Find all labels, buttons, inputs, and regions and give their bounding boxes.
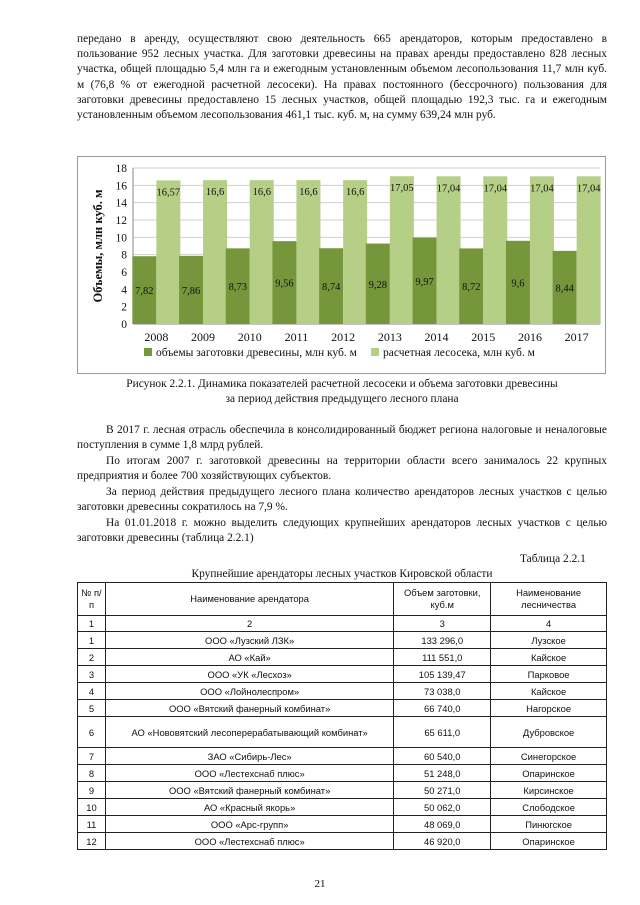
forestry-cell: Парковое (491, 666, 607, 683)
legend-label-allowable-cut: расчетная лесосека, млн куб. м (383, 347, 535, 359)
x-tick-label: 2008 (144, 330, 169, 344)
table-row (78, 683, 607, 700)
header-forestry: Наименование лесничества (491, 583, 607, 616)
table-row (78, 649, 607, 666)
tenant-name-cell: ООО «Лестехснаб плюс» (105, 765, 393, 782)
y-tick-label: 18 (115, 163, 127, 175)
paragraph-enterprises: По итогам 2007 г. заготовкой древесины на территории области всего занималось 22 крупных предприятия и более 700 хозяйствующих субъектов. (77, 455, 607, 483)
tenant-name-cell: ООО «Вятский фанерный комбинат» (105, 700, 393, 717)
forestry-cell: Дубровское (491, 717, 607, 748)
volume-cell: 46 920,0 (394, 833, 491, 850)
tenant-name-cell: ООО «Лузский ЛЗК» (105, 632, 393, 649)
table-row (78, 782, 607, 799)
table-row (78, 700, 607, 717)
data-label-harvest: 9,56 (275, 278, 294, 290)
forestry-cell: Пинюгское (491, 816, 607, 833)
bar-allowable-cut (156, 180, 180, 324)
row-number-cell: 3 (78, 666, 106, 683)
tenant-name-cell: ООО «Лестехснаб плюс» (105, 833, 393, 850)
row-number-cell: 10 (78, 799, 106, 816)
header-col-index: 1 (78, 616, 106, 632)
forestry-cell: Слободское (491, 799, 607, 816)
table-row (78, 717, 607, 748)
forestry-cell: Кайское (491, 649, 607, 666)
data-label-allowable-cut: 17,04 (436, 183, 461, 195)
tenant-name-cell: ООО «Арс-групп» (105, 816, 393, 833)
header-col-index: 2 (105, 616, 393, 632)
volume-cell: 111 551,0 (394, 649, 491, 666)
x-tick-label: 2016 (517, 330, 542, 344)
volume-cell: 50 271,0 (394, 782, 491, 799)
header-col-index: 3 (394, 616, 491, 632)
data-label-harvest: 9,97 (415, 276, 434, 288)
bar-allowable-cut (296, 180, 320, 324)
x-tick-label: 2017 (564, 330, 589, 344)
header-volume: Объем заготовки, куб.м (394, 583, 491, 616)
volume-cell: 73 038,0 (394, 683, 491, 700)
header-tenant-name: Наименование арендатора (105, 583, 393, 616)
x-tick-label: 2011 (284, 330, 309, 344)
paragraph-budget: В 2017 г. лесная отрасль обеспечила в консолидированный бюджет региона налоговые и неналоговые поступления в сумме 1,8 млрд рублей. (77, 424, 607, 452)
volume-cell: 48 069,0 (394, 816, 491, 833)
row-number-cell: 4 (78, 683, 106, 700)
table-title: Крупнейшие арендаторы лесных участков Кировской области (191, 568, 493, 580)
row-number-cell: 11 (78, 816, 106, 833)
x-tick-label: 2015 (471, 330, 496, 344)
forestry-cell: Опаринское (491, 833, 607, 850)
table-header-row (78, 583, 607, 616)
legend-swatch-harvest (144, 348, 152, 356)
harvest-chart (78, 157, 605, 373)
row-number-cell: 7 (78, 748, 106, 765)
header-number: № п/п (78, 583, 106, 616)
table-label: Таблица 2.2.1 (520, 553, 586, 565)
volume-cell: 51 248,0 (394, 765, 491, 782)
bar-allowable-cut (250, 180, 274, 324)
table-row (78, 632, 607, 649)
tenant-name-cell: АО «Красный якорь» (105, 799, 393, 816)
data-label-harvest: 8,73 (228, 282, 247, 294)
y-tick-label: 14 (115, 197, 127, 210)
forestry-cell: Опаринское (491, 765, 607, 782)
forestry-cell: Синегорское (491, 748, 607, 765)
bar-allowable-cut (390, 176, 414, 324)
data-label-allowable-cut: 17,05 (390, 183, 414, 195)
figure-caption-line1: Рисунок 2.2.1. Динамика показателей расчетной лесосеки и объема заготовки древесины (126, 378, 558, 390)
data-label-allowable-cut: 17,04 (576, 183, 601, 195)
legend-label-harvest: объемы заготовки древесины, млн куб. м (156, 347, 357, 359)
bar-allowable-cut (530, 176, 554, 324)
data-label-allowable-cut: 16,6 (252, 187, 271, 199)
paragraph-reduction: За период действия предыдущего лесного плана количество арендаторов лесных участков с целью заготовки древесины сократилось на 7,9 %. (77, 486, 607, 514)
data-label-harvest: 8,74 (321, 282, 341, 294)
table-row (78, 666, 607, 683)
data-label-harvest: 9,6 (511, 278, 525, 290)
volume-cell: 133 296,0 (394, 632, 491, 649)
y-tick-label: 6 (121, 267, 127, 279)
row-number-cell: 6 (78, 717, 106, 748)
table-row (78, 833, 607, 850)
row-number-cell: 9 (78, 782, 106, 799)
x-tick-label: 2009 (191, 330, 216, 344)
row-number-cell: 12 (78, 833, 106, 850)
forestry-cell: Лузское (491, 632, 607, 649)
tenants-table (77, 582, 607, 850)
bar-allowable-cut (343, 180, 367, 324)
data-label-harvest: 8,44 (555, 283, 574, 295)
volume-cell: 105 139,47 (394, 666, 491, 683)
data-label-harvest: 8,72 (462, 282, 481, 294)
data-label-harvest: 7,82 (135, 286, 154, 298)
volume-cell: 65 611,0 (394, 717, 491, 748)
data-label-allowable-cut: 16,6 (299, 187, 318, 199)
table-row (78, 748, 607, 765)
tenant-name-cell: ЗАО «Сибирь-Лес» (105, 748, 393, 765)
forestry-cell: Нагорское (491, 700, 607, 717)
chart-frame (77, 156, 606, 374)
x-tick-label: 2013 (377, 330, 402, 344)
bar-allowable-cut (483, 176, 507, 324)
data-label-harvest: 9,28 (368, 279, 388, 291)
volume-cell: 50 062,0 (394, 799, 491, 816)
tenant-name-cell: ООО «УК «Лесхоз» (105, 666, 393, 683)
data-label-allowable-cut: 17,04 (530, 183, 554, 195)
table-header-numbers-row (78, 616, 607, 632)
paragraph-leasing: передано в аренду, осуществляют свою деятельность 665 арендаторов, которым предоставлено в пользование 952 лесных участка. Для заготовки древесины на правах аренды предоставлено 828 лесных участка, общей площадью 5,4 млн га и ежегодным установленным объемом лесопользования 11,7 млн куб. м (76,8 % от ежегодной расчетной лесосеки). На правах постоянного (бессрочного) пользования для заготовки древесины предоставлено 15 лесных участков, общей площадью 192,3 тыс. га и ежегодным установленным объемом лесопользования 461,1 тыс. куб. м, на сумму 639,24 млн руб. (77, 33, 607, 122)
x-tick-label: 2012 (331, 330, 356, 344)
header-col-index: 4 (491, 616, 607, 632)
row-number-cell: 2 (78, 649, 106, 666)
row-number-cell: 1 (78, 632, 106, 649)
x-tick-label: 2010 (237, 330, 262, 344)
tenant-name-cell: ООО «Вятский фанерный комбинат» (105, 782, 393, 799)
table-row (78, 799, 607, 816)
figure-caption-line2: за период действия предыдущего лесного плана (225, 393, 459, 405)
tenant-name-cell: ООО «Лойнолеспром» (105, 683, 393, 700)
table-row (78, 816, 607, 833)
forestry-cell: Кирсинское (491, 782, 607, 799)
y-tick-label: 2 (121, 301, 127, 314)
row-number-cell: 8 (78, 765, 106, 782)
y-tick-label: 12 (115, 215, 127, 227)
volume-cell: 60 540,0 (394, 748, 491, 765)
y-tick-label: 10 (115, 232, 127, 245)
row-number-cell: 5 (78, 700, 106, 717)
data-label-allowable-cut: 16,57 (156, 187, 181, 199)
table-body (78, 632, 607, 850)
bar-allowable-cut (203, 180, 227, 324)
y-tick-label: 0 (121, 319, 127, 331)
y-tick-label: 8 (121, 249, 127, 262)
paragraph-largest: На 01.01.2018 г. можно выделить следующих крупнейших арендаторов лесных участков с целью заготовки древесины (таблица 2.2.1) (77, 517, 607, 545)
x-tick-label: 2014 (424, 330, 449, 344)
y-tick-label: 4 (121, 284, 127, 297)
bar-allowable-cut (437, 176, 461, 324)
forestry-cell: Кайское (491, 683, 607, 700)
tenant-name-cell: АО «Нововятский лесоперерабатывающий комбинат» (105, 717, 393, 748)
bar-allowable-cut (577, 176, 601, 324)
volume-cell: 66 740,0 (394, 700, 491, 717)
data-label-harvest: 7,86 (181, 285, 201, 297)
legend-swatch-allowable-cut (371, 348, 379, 356)
data-label-allowable-cut: 17,04 (483, 183, 508, 195)
data-label-allowable-cut: 16,6 (345, 187, 365, 199)
y-tick-label: 16 (115, 180, 127, 193)
tenant-name-cell: АО «Кай» (105, 649, 393, 666)
data-label-allowable-cut: 16,6 (205, 187, 225, 199)
y-axis-label: Объемы, млн куб. м (91, 189, 105, 303)
page-number: 21 (314, 878, 326, 890)
table-row (78, 765, 607, 782)
